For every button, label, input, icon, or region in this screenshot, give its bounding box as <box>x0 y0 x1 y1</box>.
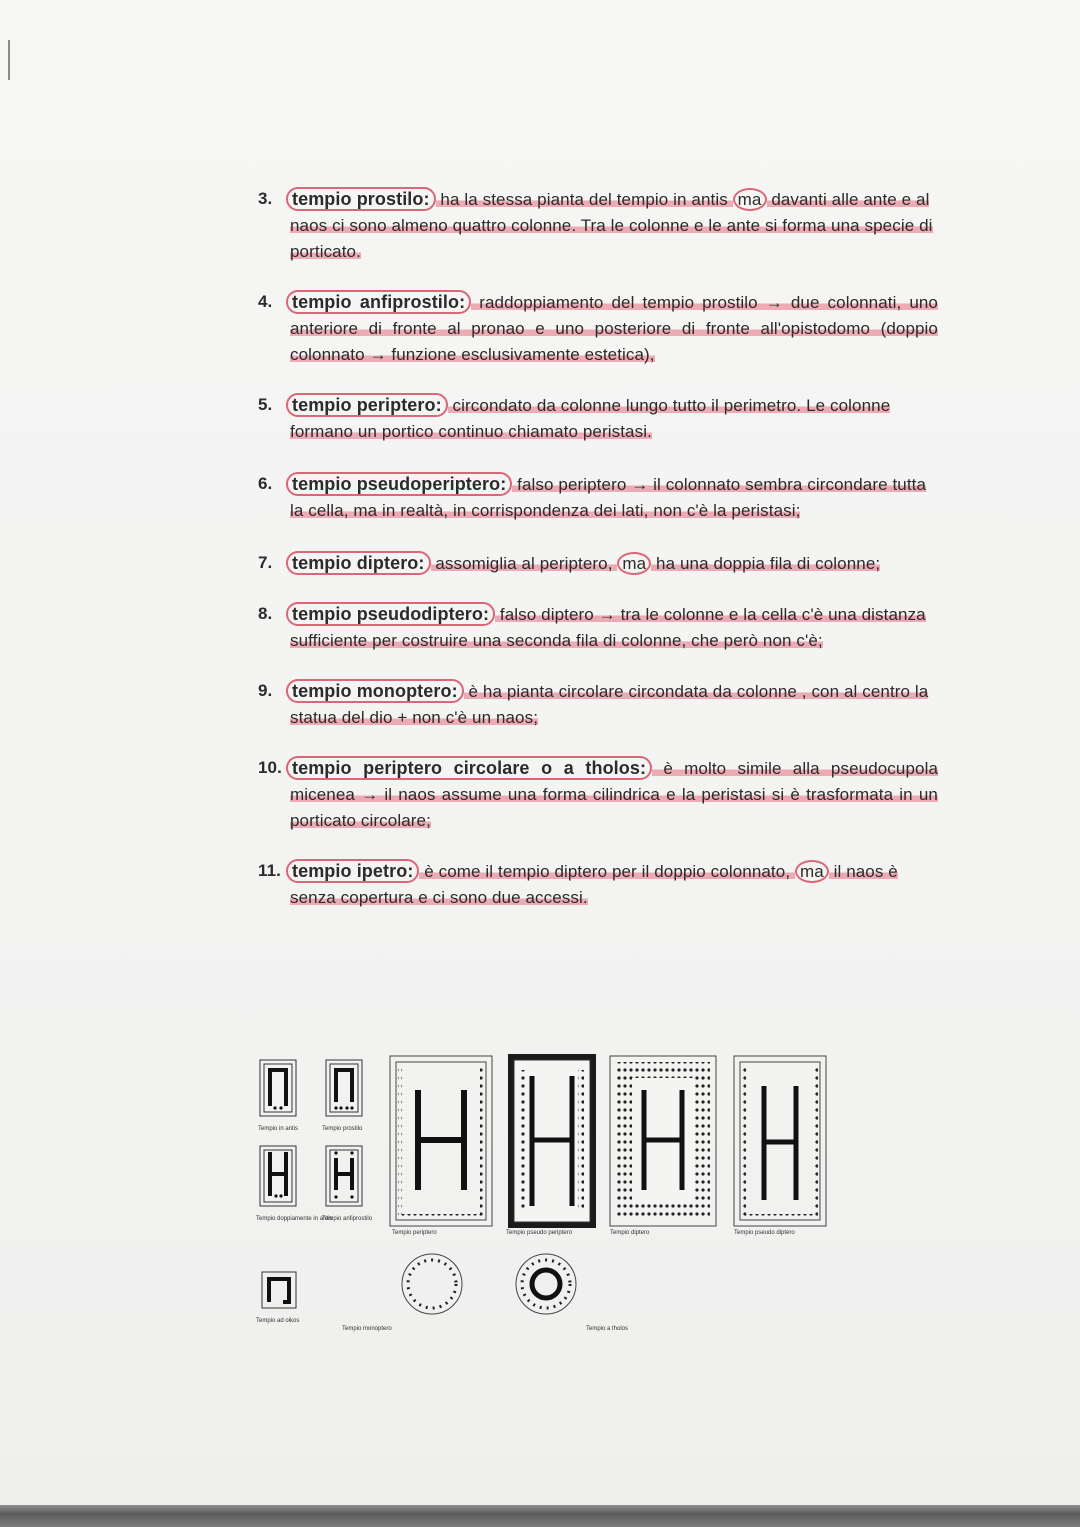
item-text: falso diptero → tra le colonne e la cella c'è una distanza sufficiente per costruire una seconda fila di colonne, che però non c'è; <box>290 605 926 650</box>
item-text-rest: davanti alle ante e al naos ci sono almeno quattro colonne. Tra le colonne e le ante si forma una specie di porticato. <box>290 190 933 261</box>
item-number: 10. <box>258 758 282 777</box>
item-text: ha la stessa pianta del tempio in antis <box>435 190 733 209</box>
plan-periptero-icon <box>390 1056 492 1236</box>
plan-monoptero-icon <box>342 1254 462 1332</box>
item-number: 3. <box>258 189 273 208</box>
item-term: tempio periptero: <box>286 393 448 417</box>
item-number: 9. <box>258 681 273 700</box>
list-item <box>258 678 938 731</box>
plan-caption: Tempio ad oikos <box>256 1318 300 1324</box>
item-term: tempio periptero circolare o a tholos: <box>286 756 652 780</box>
list-item <box>258 858 938 911</box>
list-item <box>258 289 938 368</box>
item-text-rest: ha una doppia fila di colonne; <box>651 554 881 573</box>
plan-prostilo-icon <box>322 1060 363 1132</box>
item-number: 5. <box>258 395 273 414</box>
plan-in-antis-icon <box>258 1060 298 1132</box>
list-item <box>258 392 938 445</box>
list-item <box>258 601 938 654</box>
plan-caption: Tempio in antis <box>258 1126 299 1132</box>
plan-caption: Tempio doppiamente in antis <box>256 1216 333 1222</box>
plan-tholos-icon <box>516 1254 628 1332</box>
item-text: è molto simile alla pseudocupola micenea → il naos assume una forma cilindrica e la peristasi si è trasformata in un porticato circolare; <box>290 759 938 830</box>
plan-caption: Tempio pseudo diptero <box>734 1230 795 1236</box>
item-number: 6. <box>258 474 273 493</box>
item-text: è ha pianta circolare circondata da colonne , con al centro la statua del dio + non c'è un naos; <box>290 682 929 727</box>
plan-caption: Tempio anfiprostilo <box>322 1216 373 1222</box>
plan-caption: Tempio pseudo periptero <box>506 1230 573 1236</box>
binder-mark <box>8 40 10 80</box>
item-text: circondato da colonne lungo tutto il perimetro. Le colonne formano un portico continuo chiamato peristasi. <box>290 396 891 441</box>
item-text: è come il tempio diptero per il doppio colonnato, <box>419 862 795 881</box>
plan-caption: Tempio diptero <box>610 1230 650 1236</box>
list-item <box>258 550 938 577</box>
plan-pseudoperiptero-icon <box>506 1054 596 1236</box>
item-term: tempio ipetro: <box>286 859 419 883</box>
temple-plans-figure <box>250 1050 850 1350</box>
item-term: tempio monoptero: <box>286 679 464 703</box>
item-term: tempio anfiprostilo: <box>286 290 471 314</box>
item-text: falso periptero → il colonnato sembra circondare tutta la cella, ma in realtà, in corrispondenza dei lati, non c'è la peristasi; <box>290 475 927 520</box>
item-number: 4. <box>258 292 273 311</box>
circled-word: ma <box>795 860 829 883</box>
item-text: raddoppiamento del tempio prostilo → due colonnati, uno anteriore di fronte al pronao e uno posteriore di fronte all'opistodomo (doppio colonnato → funzione esclusivamente estetica), <box>290 293 938 364</box>
item-number: 8. <box>258 604 273 623</box>
circled-word: ma <box>733 188 767 211</box>
plan-anfiprostilo-icon <box>322 1146 373 1222</box>
item-term: tempio diptero: <box>286 551 431 575</box>
temple-type-list <box>258 186 938 911</box>
table-edge <box>0 1505 1080 1527</box>
list-item <box>258 186 938 265</box>
item-term: tempio pseudoperiptero: <box>286 472 512 496</box>
list-item <box>258 471 938 524</box>
item-text: assomiglia al periptero, <box>430 554 618 573</box>
item-text-rest: il naos è senza copertura e ci sono due accessi. <box>290 862 898 907</box>
item-number: 11. <box>258 861 281 880</box>
item-term: tempio prostilo: <box>286 187 436 211</box>
plan-caption: Tempio monoptero <box>342 1326 392 1332</box>
circled-word: ma <box>617 552 651 575</box>
plan-diptero-icon <box>610 1056 716 1236</box>
plan-caption: Tempio a tholos <box>586 1326 629 1332</box>
list-item <box>258 755 938 834</box>
plan-caption: Tempio periptero <box>392 1230 437 1236</box>
item-term: tempio pseudodiptero: <box>286 602 495 626</box>
plan-pseudodiptero-icon <box>734 1056 826 1236</box>
item-number: 7. <box>258 553 273 572</box>
plan-caption: Tempio prostilo <box>322 1126 363 1132</box>
plan-ad-oikos-icon <box>256 1272 299 1324</box>
plan-doppiamente-icon <box>256 1146 332 1222</box>
